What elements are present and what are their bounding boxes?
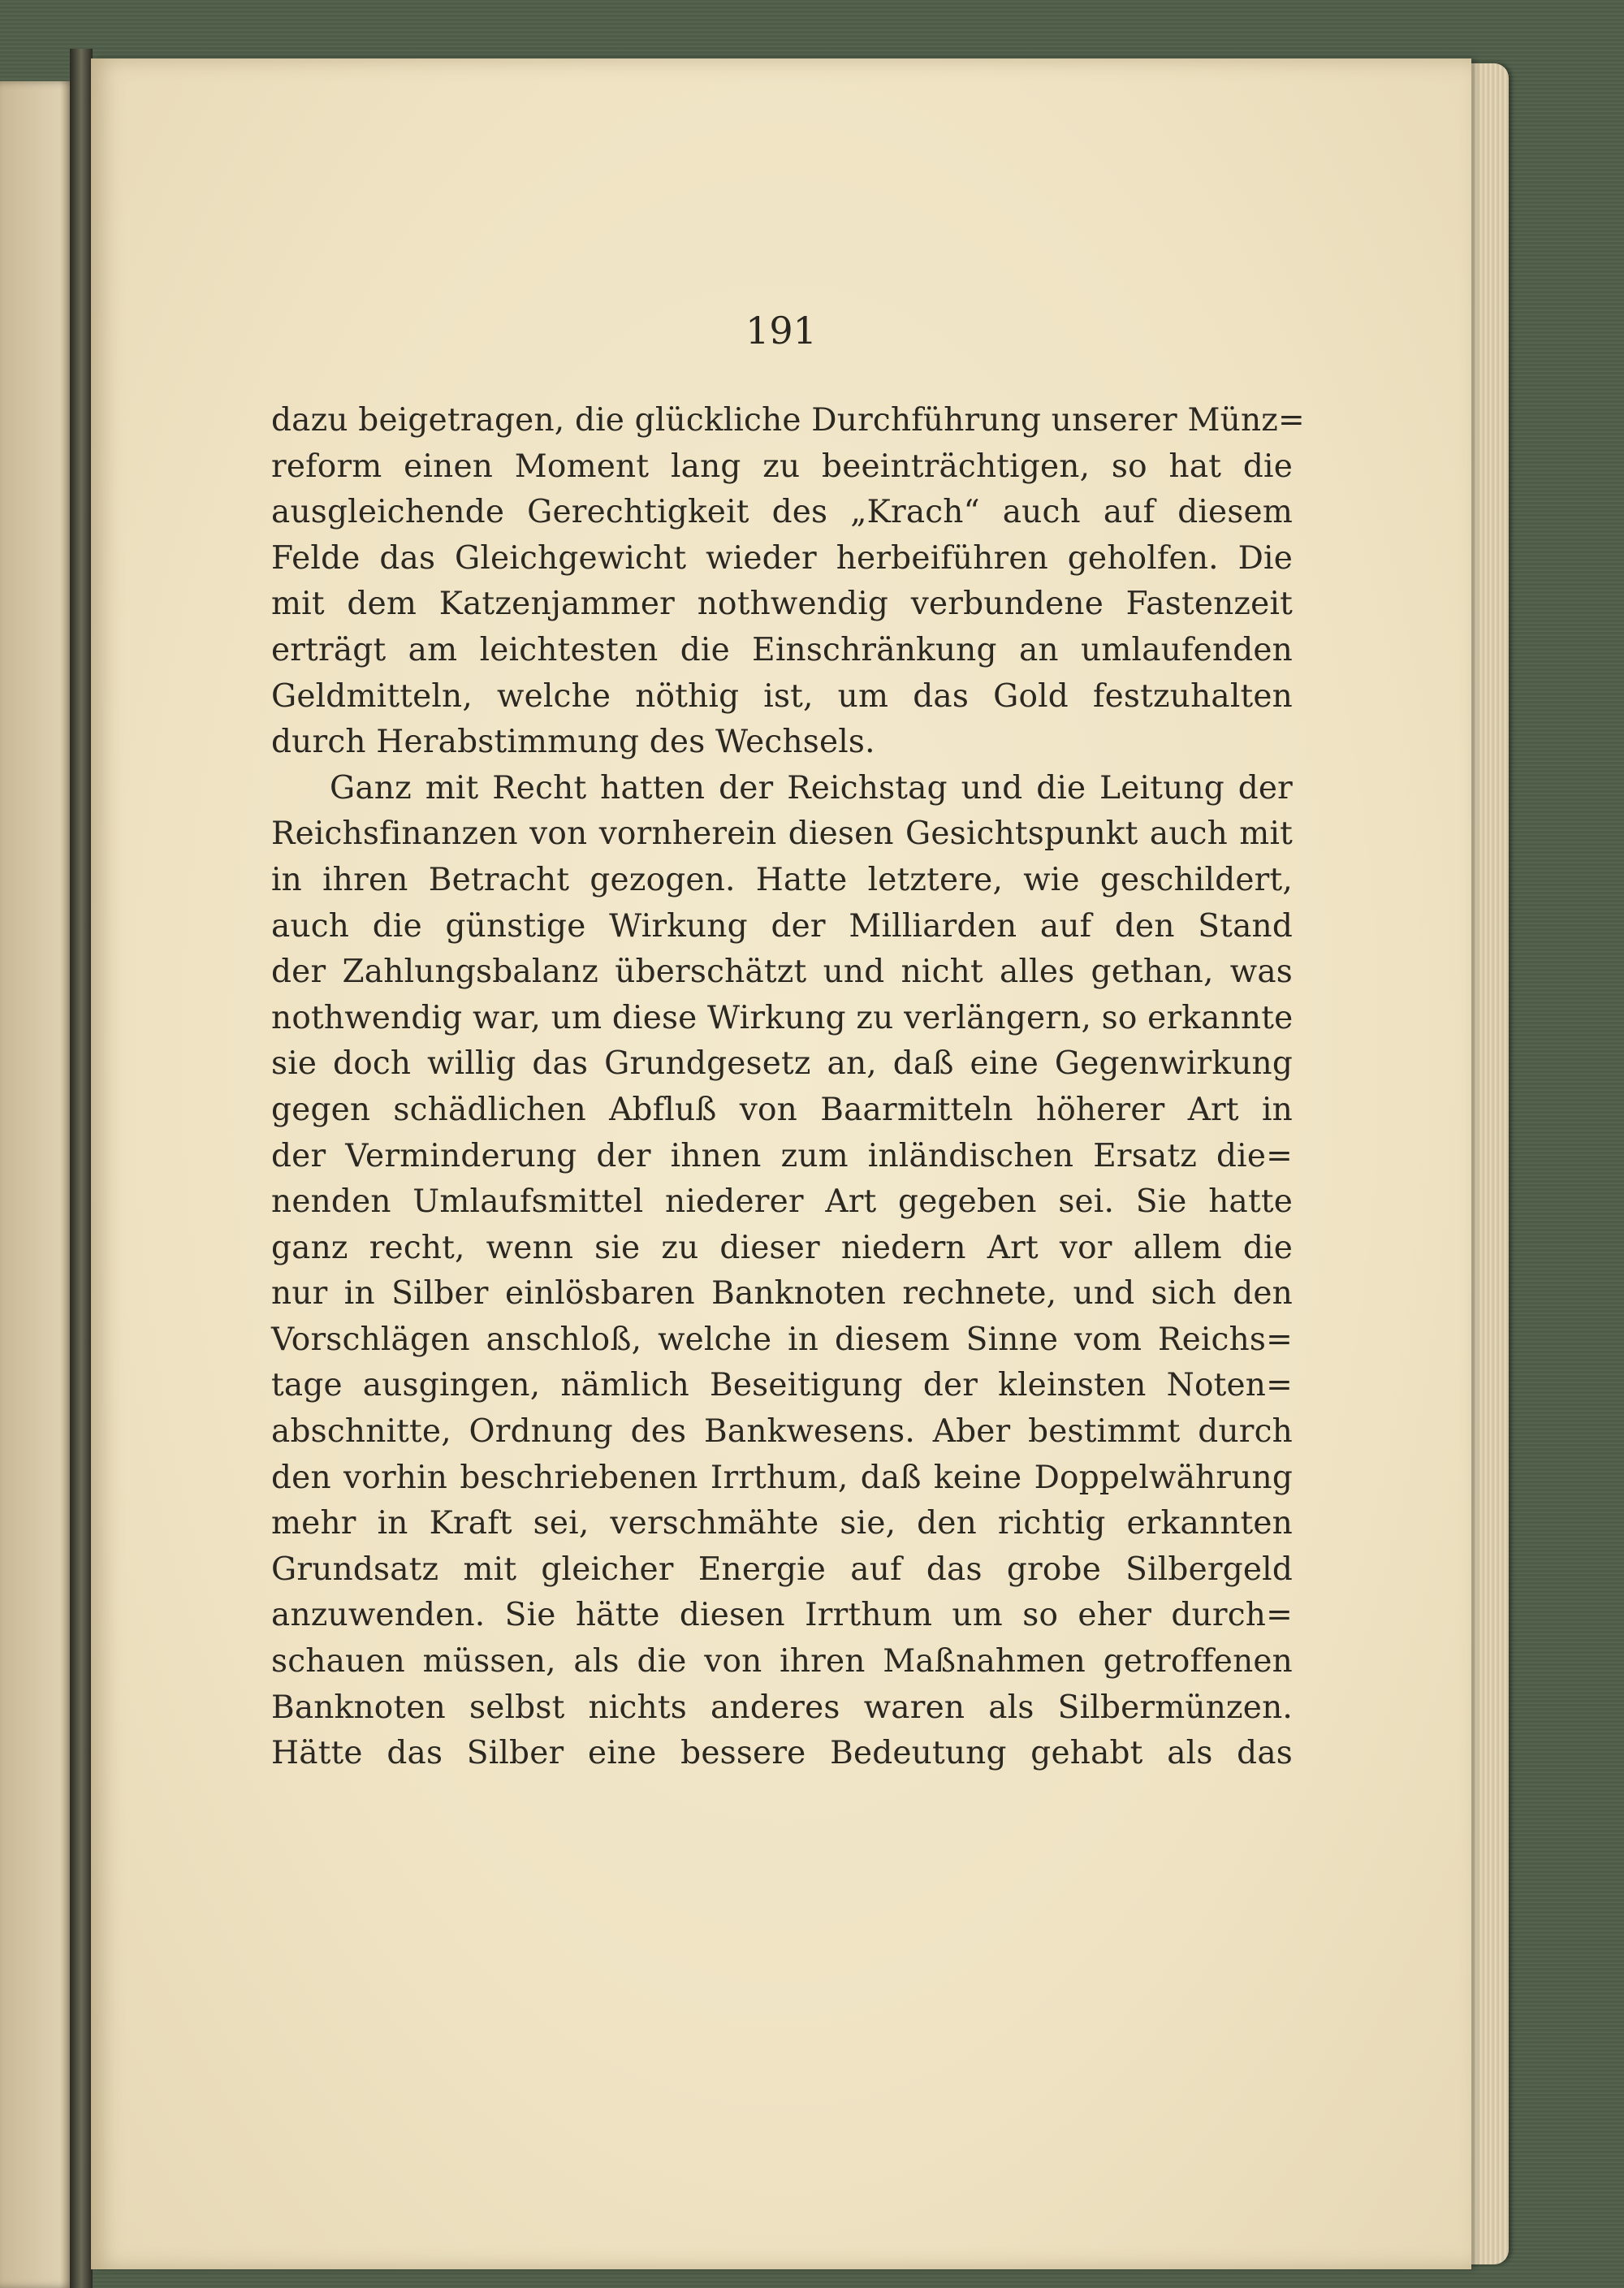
text-line: tage ausgingen, nämlich Beseitigung der kleinsten Noten= bbox=[271, 1367, 1293, 1404]
book-page bbox=[91, 58, 1471, 2269]
page-number: 191 bbox=[745, 309, 817, 352]
text-line: anzuwenden. Sie hätte diesen Irrthum um so eher durch= bbox=[271, 1597, 1293, 1634]
text-line: durch Herabstimmung des Wechsels. bbox=[271, 724, 875, 761]
text-line: Ganz mit Recht hatten der Reichstag und die Leitung der bbox=[330, 769, 1293, 807]
text-line: Vorschlägen anschloß, welche in diesem Sinne vom Reichs= bbox=[271, 1321, 1293, 1358]
text-line: Grundsatz mit gleicher Energie auf das grobe Silbergeld bbox=[271, 1551, 1293, 1588]
text-line: gegen schädlichen Abfluß von Baarmitteln höherer Art in bbox=[271, 1091, 1293, 1128]
text-line: der Verminderung der ihnen zum inländischen Ersatz die= bbox=[271, 1137, 1293, 1174]
text-line: nenden Umlaufsmittel niederer Art gegeben sei. Sie hatte bbox=[271, 1183, 1293, 1221]
book-spine-gutter bbox=[70, 49, 93, 2288]
body-text bbox=[271, 398, 1305, 1777]
text-line: in ihren Betracht gezogen. Hatte letztere, wie geschildert, bbox=[271, 861, 1293, 898]
text-line: Reichsfinanzen von vornherein diesen Gesichtspunkt auch mit bbox=[271, 815, 1293, 853]
text-line: erträgt am leichtesten die Einschränkung an umlaufenden bbox=[271, 631, 1293, 668]
text-line: nothwendig war, um diese Wirkung zu verlängern, so erkannte bbox=[271, 999, 1294, 1036]
previous-page-edge bbox=[0, 81, 75, 2288]
text-line: sie doch willig das Grundgesetz an, daß eine Gegenwirkung bbox=[271, 1045, 1293, 1083]
text-line: ganz recht, wenn sie zu dieser niedern Art vor allem die bbox=[271, 1229, 1293, 1266]
text-line: reform einen Moment lang zu beeinträchtigen, so hat die bbox=[271, 448, 1293, 485]
text-line: mehr in Kraft sei, verschmähte sie, den richtig erkannten bbox=[271, 1505, 1293, 1542]
text-line: schauen müssen, als die von ihren Maßnahmen getroffenen bbox=[271, 1643, 1293, 1680]
text-line: mit dem Katzenjammer nothwendig verbundene Fastenzeit bbox=[271, 586, 1293, 623]
text-line: Geldmitteln, welche nöthig ist, um das Gold festzuhalten bbox=[271, 677, 1293, 715]
text-line: ausgleichende Gerechtigkeit des „Krach“ auch auf diesem bbox=[271, 494, 1293, 531]
text-line: abschnitte, Ordnung des Bankwesens. Aber bestimmt durch bbox=[271, 1413, 1293, 1451]
text-line: der Zahlungsbalanz überschätzt und nicht alles gethan, was bbox=[271, 954, 1293, 991]
text-line: nur in Silber einlösbaren Banknoten rechnete, und sich den bbox=[271, 1275, 1293, 1313]
text-line: Hätte das Silber eine bessere Bedeutung gehabt als das bbox=[271, 1735, 1293, 1772]
text-line: Felde das Gleichgewicht wieder herbeiführen geholfen. Die bbox=[271, 539, 1293, 577]
text-line: den vorhin beschriebenen Irrthum, daß keine Doppelwährung bbox=[271, 1459, 1293, 1496]
text-line: Banknoten selbst nichts anderes waren als Silbermünzen. bbox=[271, 1689, 1293, 1726]
text-line: auch die günstige Wirkung der Milliarden auf den Stand bbox=[271, 907, 1293, 945]
text-line: dazu beigetragen, die glückliche Durchführung unserer Münz= bbox=[271, 402, 1305, 439]
